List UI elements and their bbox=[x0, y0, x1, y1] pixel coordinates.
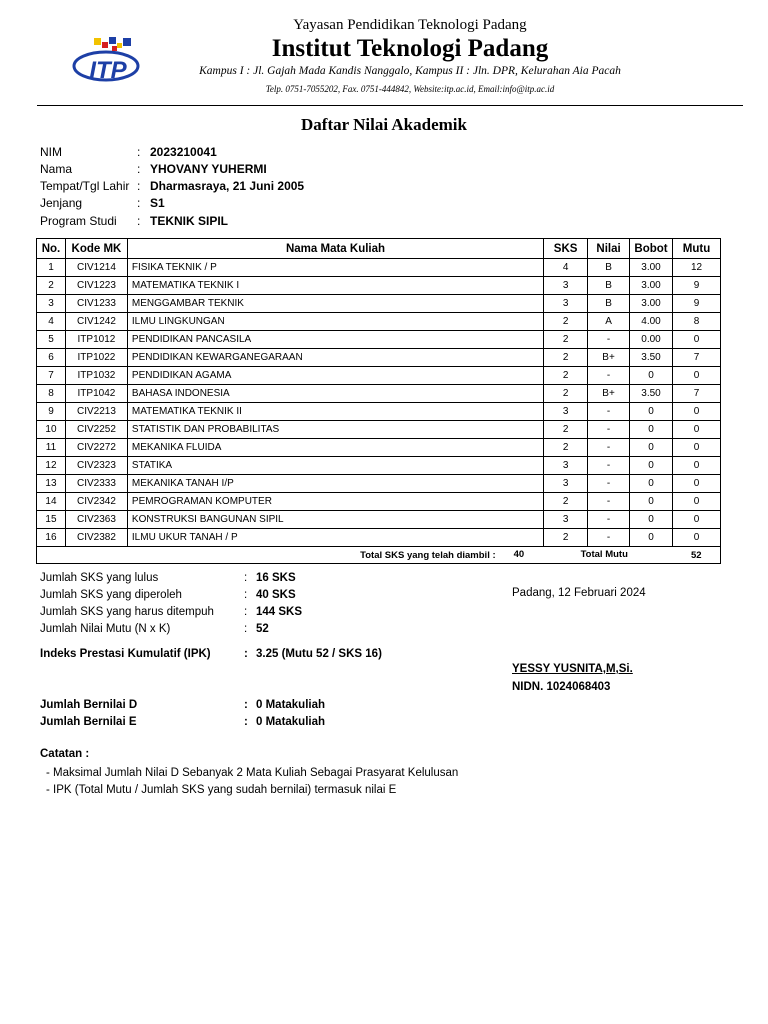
signatory-name: YESSY YUSNITA,M,Si. bbox=[512, 663, 633, 675]
notes-title: Catatan : bbox=[40, 748, 90, 760]
quality-points: 0 bbox=[673, 457, 721, 475]
grade-weight: 0 bbox=[630, 493, 673, 511]
course-name: FISIKA TEKNIK / P bbox=[127, 259, 543, 277]
course-name: ILMU LINGKUNGAN bbox=[127, 313, 543, 331]
course-credits: 2 bbox=[544, 439, 588, 457]
column-header: Bobot bbox=[630, 239, 673, 259]
course-credits: 2 bbox=[544, 367, 588, 385]
table-row bbox=[37, 259, 721, 277]
summary-value: 0 Matakuliah bbox=[256, 716, 326, 728]
course-name: MENGGAMBAR TEKNIK bbox=[127, 295, 543, 313]
note-item: - IPK (Total Mutu / Jumlah SKS yang sudah bernilai) termasuk nilai E bbox=[46, 784, 397, 796]
row-number: 11 bbox=[37, 439, 66, 457]
row-number: 3 bbox=[37, 295, 66, 313]
quality-points: 0 bbox=[673, 511, 721, 529]
quality-points: 9 bbox=[673, 277, 721, 295]
summary-label: Jumlah SKS yang harus ditempuh bbox=[40, 606, 214, 618]
course-name: MATEMATIKA TEKNIK I bbox=[127, 277, 543, 295]
info-label: Nama bbox=[40, 162, 73, 176]
row-number: 13 bbox=[37, 475, 66, 493]
grade-weight: 3.50 bbox=[630, 349, 673, 367]
summary-label: Jumlah Bernilai D bbox=[40, 699, 138, 711]
course-credits: 3 bbox=[544, 295, 588, 313]
quality-points: 0 bbox=[673, 421, 721, 439]
course-grade: - bbox=[588, 529, 630, 547]
course-credits: 3 bbox=[544, 457, 588, 475]
course-code: CIV1233 bbox=[65, 295, 127, 313]
quality-points: 9 bbox=[673, 295, 721, 313]
course-code: CIV2213 bbox=[65, 403, 127, 421]
course-credits: 2 bbox=[544, 349, 588, 367]
info-value: Dharmasraya, 21 Juni 2005 bbox=[150, 179, 305, 193]
grade-weight: 0 bbox=[630, 457, 673, 475]
summary-label: Jumlah Bernilai E bbox=[40, 716, 137, 728]
course-grade: - bbox=[588, 511, 630, 529]
grade-weight: 0.00 bbox=[630, 331, 673, 349]
table-row bbox=[37, 313, 721, 331]
course-credits: 2 bbox=[544, 493, 588, 511]
course-name: STATISTIK DAN PROBABILITAS bbox=[127, 421, 543, 439]
summary-value: 40 SKS bbox=[256, 589, 296, 601]
course-credits: 2 bbox=[544, 385, 588, 403]
table-row bbox=[37, 511, 721, 529]
grade-weight: 3.00 bbox=[630, 277, 673, 295]
course-credits: 3 bbox=[544, 403, 588, 421]
campus-address: Kampus I : Jl. Gajah Mada Kandis Nanggalo, Kampus II : Jln. DPR, Kelurahan Aia Pacah bbox=[199, 65, 621, 77]
course-credits: 2 bbox=[544, 331, 588, 349]
table-row bbox=[37, 403, 721, 421]
course-name: ILMU UKUR TANAH / P bbox=[127, 529, 543, 547]
course-grade: - bbox=[588, 403, 630, 421]
course-credits: 4 bbox=[544, 259, 588, 277]
course-grade: - bbox=[588, 421, 630, 439]
summary-grade-e: Jumlah Bernilai E : 0 Matakuliah bbox=[40, 716, 326, 728]
row-number: 4 bbox=[37, 313, 66, 331]
contact-info: Telp. 0751-7055202, Fax. 0751-444842, Website:itp.ac.id, Email:info@itp.ac.id bbox=[265, 84, 555, 94]
row-number: 6 bbox=[37, 349, 66, 367]
table-row bbox=[37, 385, 721, 403]
course-grade: B bbox=[588, 295, 630, 313]
row-number: 1 bbox=[37, 259, 66, 277]
grades-table bbox=[36, 238, 721, 564]
course-code: ITP1022 bbox=[65, 349, 127, 367]
quality-points: 7 bbox=[673, 385, 721, 403]
table-row bbox=[37, 367, 721, 385]
row-number: 10 bbox=[37, 421, 66, 439]
table-row bbox=[37, 439, 721, 457]
course-name: PEMROGRAMAN KOMPUTER bbox=[127, 493, 543, 511]
course-credits: 3 bbox=[544, 277, 588, 295]
grade-weight: 0 bbox=[630, 529, 673, 547]
course-credits: 3 bbox=[544, 475, 588, 493]
course-code: CIV1242 bbox=[65, 313, 127, 331]
grade-weight: 0 bbox=[630, 403, 673, 421]
note-item: - Maksimal Jumlah Nilai D Sebanyak 2 Mata Kuliah Sebagai Prasyarat Kelulusan bbox=[46, 767, 459, 779]
grade-weight: 0 bbox=[630, 367, 673, 385]
course-credits: 2 bbox=[544, 421, 588, 439]
info-value: YHOVANY YUHERMI bbox=[150, 162, 267, 176]
table-row bbox=[37, 493, 721, 511]
grade-weight: 0 bbox=[630, 475, 673, 493]
course-code: CIV2382 bbox=[65, 529, 127, 547]
info-label: Program Studi bbox=[40, 214, 117, 228]
info-label: NIM bbox=[40, 145, 62, 159]
course-code: CIV1214 bbox=[65, 259, 127, 277]
column-header: SKS bbox=[544, 239, 588, 259]
summary-gpa: Indeks Prestasi Kumulatif (IPK) : 3.25 (Mutu 52 / SKS 16) bbox=[40, 648, 382, 660]
course-code: ITP1032 bbox=[65, 367, 127, 385]
column-header: Nama Mata Kuliah bbox=[127, 239, 543, 259]
course-grade: - bbox=[588, 457, 630, 475]
info-label: Jenjang bbox=[40, 196, 83, 210]
summary-label: Jumlah Nilai Mutu (N x K) bbox=[40, 623, 171, 635]
total-mutu-value: 52 bbox=[673, 547, 721, 564]
course-name: PENDIDIKAN KEWARGANEGARAAN bbox=[127, 349, 543, 367]
quality-points: 7 bbox=[673, 349, 721, 367]
course-code: CIV2252 bbox=[65, 421, 127, 439]
course-code: CIV1223 bbox=[65, 277, 127, 295]
summary-grade-d: Jumlah Bernilai D : 0 Matakuliah bbox=[40, 699, 326, 711]
column-header: Nilai bbox=[588, 239, 630, 259]
course-code: CIV2333 bbox=[65, 475, 127, 493]
quality-points: 0 bbox=[673, 475, 721, 493]
info-value: TEKNIK SIPIL bbox=[150, 214, 229, 228]
info-value: S1 bbox=[150, 196, 165, 210]
summary-sks-required: Jumlah SKS yang harus ditempuh : 144 SKS bbox=[40, 606, 303, 618]
total-sks-label: Total SKS yang telah diambil : bbox=[37, 547, 544, 564]
quality-points: 0 bbox=[673, 331, 721, 349]
course-credits: 2 bbox=[544, 529, 588, 547]
quality-points: 0 bbox=[673, 529, 721, 547]
course-code: ITP1012 bbox=[65, 331, 127, 349]
quality-points: 12 bbox=[673, 259, 721, 277]
document-title: Daftar Nilai Akademik bbox=[301, 115, 467, 134]
summary-sks-passed: Jumlah SKS yang lulus : 16 SKS bbox=[40, 572, 296, 584]
quality-points: 0 bbox=[673, 403, 721, 421]
column-header: Kode MK bbox=[65, 239, 127, 259]
info-label: Tempat/Tgl Lahir bbox=[40, 179, 130, 193]
header-divider bbox=[37, 105, 743, 106]
course-name: PENDIDIKAN PANCASILA bbox=[127, 331, 543, 349]
signatory-nidn: NIDN. 1024068403 bbox=[512, 681, 611, 693]
table-header-row bbox=[37, 239, 721, 259]
summary-label: Jumlah SKS yang diperoleh bbox=[40, 589, 182, 601]
total-mutu-label: Total Mutu bbox=[580, 549, 628, 560]
row-number: 16 bbox=[37, 529, 66, 547]
table-row bbox=[37, 529, 721, 547]
grade-weight: 4.00 bbox=[630, 313, 673, 331]
course-name: KONSTRUKSI BANGUNAN SIPIL bbox=[127, 511, 543, 529]
course-grade: - bbox=[588, 493, 630, 511]
quality-points: 0 bbox=[673, 367, 721, 385]
column-header: No. bbox=[37, 239, 66, 259]
summary-label: Indeks Prestasi Kumulatif (IPK) bbox=[40, 648, 211, 660]
grade-weight: 0 bbox=[630, 439, 673, 457]
total-row bbox=[37, 547, 721, 564]
itp-logo bbox=[72, 34, 144, 84]
course-credits: 2 bbox=[544, 313, 588, 331]
row-number: 9 bbox=[37, 403, 66, 421]
summary-quality-points: Jumlah Nilai Mutu (N x K) : 52 bbox=[40, 623, 269, 635]
place-date: Padang, 12 Februari 2024 bbox=[512, 587, 646, 599]
table-row bbox=[37, 475, 721, 493]
row-number: 5 bbox=[37, 331, 66, 349]
summary-value: 0 Matakuliah bbox=[256, 699, 326, 711]
course-grade: - bbox=[588, 367, 630, 385]
course-grade: - bbox=[588, 439, 630, 457]
course-name: MEKANIKA FLUIDA bbox=[127, 439, 543, 457]
grade-weight: 3.00 bbox=[630, 295, 673, 313]
row-number: 14 bbox=[37, 493, 66, 511]
course-code: CIV2272 bbox=[65, 439, 127, 457]
info-value: 2023210041 bbox=[150, 145, 217, 159]
total-sks-value: 40 bbox=[513, 549, 525, 560]
summary-value: 16 SKS bbox=[256, 572, 296, 584]
course-name: STATIKA bbox=[127, 457, 543, 475]
summary-label: Jumlah SKS yang lulus bbox=[40, 572, 159, 584]
grade-weight: 3.00 bbox=[630, 259, 673, 277]
course-code: ITP1042 bbox=[65, 385, 127, 403]
course-grade: A bbox=[588, 313, 630, 331]
row-number: 12 bbox=[37, 457, 66, 475]
foundation-name: Yayasan Pendidikan Teknologi Padang bbox=[293, 17, 527, 33]
quality-points: 0 bbox=[673, 439, 721, 457]
row-number: 15 bbox=[37, 511, 66, 529]
column-header: Mutu bbox=[673, 239, 721, 259]
course-grade: B bbox=[588, 259, 630, 277]
table-row bbox=[37, 331, 721, 349]
course-code: CIV2363 bbox=[65, 511, 127, 529]
table-row bbox=[37, 421, 721, 439]
course-grade: B+ bbox=[588, 349, 630, 367]
summary-sks-earned: Jumlah SKS yang diperoleh : 40 SKS bbox=[40, 589, 296, 601]
course-code: CIV2342 bbox=[65, 493, 127, 511]
course-grade: B+ bbox=[588, 385, 630, 403]
table-row bbox=[37, 457, 721, 475]
course-grade: - bbox=[588, 331, 630, 349]
summary-value: 3.25 (Mutu 52 / SKS 16) bbox=[256, 648, 382, 660]
grade-weight: 0 bbox=[630, 511, 673, 529]
course-name: BAHASA INDONESIA bbox=[127, 385, 543, 403]
table-row bbox=[37, 295, 721, 313]
course-credits: 3 bbox=[544, 511, 588, 529]
quality-points: 0 bbox=[673, 493, 721, 511]
quality-points: 8 bbox=[673, 313, 721, 331]
row-number: 7 bbox=[37, 367, 66, 385]
grade-weight: 0 bbox=[630, 421, 673, 439]
course-code: CIV2323 bbox=[65, 457, 127, 475]
institution-name: Institut Teknologi Padang bbox=[271, 35, 549, 62]
course-name: MATEMATIKA TEKNIK II bbox=[127, 403, 543, 421]
grade-weight: 3.50 bbox=[630, 385, 673, 403]
course-grade: B bbox=[588, 277, 630, 295]
row-number: 8 bbox=[37, 385, 66, 403]
table-row bbox=[37, 349, 721, 367]
course-name: PENDIDIKAN AGAMA bbox=[127, 367, 543, 385]
row-number: 2 bbox=[37, 277, 66, 295]
summary-value: 144 SKS bbox=[256, 606, 303, 618]
summary-value: 52 bbox=[256, 623, 269, 635]
table-row bbox=[37, 277, 721, 295]
svg-text:ITP: ITP bbox=[89, 57, 127, 84]
course-name: MEKANIKA TANAH I/P bbox=[127, 475, 543, 493]
course-grade: - bbox=[588, 475, 630, 493]
